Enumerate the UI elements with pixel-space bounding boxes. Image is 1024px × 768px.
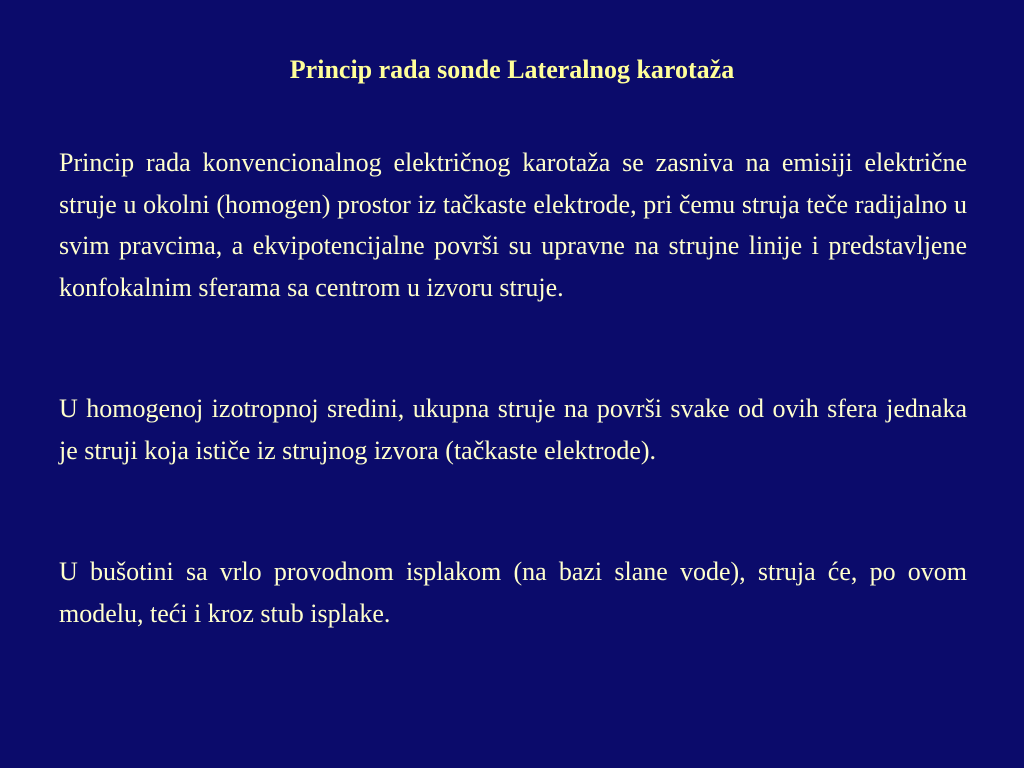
- paragraph-homogeneous-medium: U homogenoj izotropnoj sredini, ukupna struje na površi svake od ovih sfera jednaka je struji koja ističe iz strujnog izvora (tačkaste elektrode).: [59, 394, 967, 465]
- paragraph-borehole: U bušotini sa vrlo provodnom isplakom (na bazi slane vode), struja će, po ovom modelu, teći i kroz stub isplake.: [59, 557, 967, 628]
- slide-title: Princip rada sonde Lateralnog karotaža: [289, 55, 735, 84]
- paragraph-principle: Princip rada konvencionalnog električnog karotaža se zasniva na emisiji električne struje u okolni (homogen) prostor iz tačkaste elektrode, pri čemu struja teče radijalno u svim pravcima, a ekvipotencijalne površi su upravne na strujne linije i predstavljene konfokalnim sferama sa centrom u izvoru struje.: [59, 148, 967, 302]
